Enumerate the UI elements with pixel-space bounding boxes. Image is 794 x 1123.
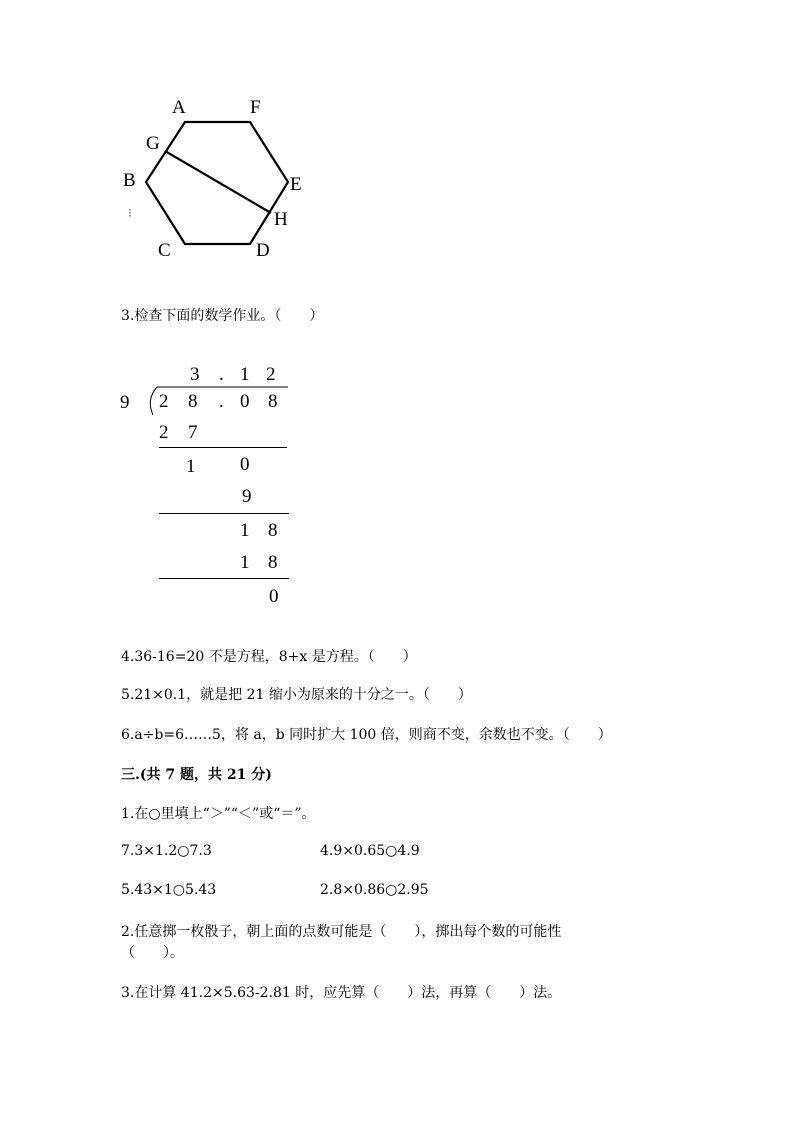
step-digit: 0 [240,454,250,475]
division-rule [159,513,289,514]
step-digit: 9 [242,486,252,507]
comparison-item: 4.9×0.65○4.9 [320,843,420,859]
quotient-point: . [219,364,224,385]
step-digit: 8 [268,520,278,541]
hexagon-diagram [0,0,340,280]
vertex-label-b: B [123,170,136,191]
dividend-digit: 2 [159,391,169,412]
section3-question-1: 1.在○里填上“＞”“＜”或“＝”。 [121,806,316,822]
vertex-label-d: D [256,240,270,261]
quotient-digit: 3 [190,364,200,385]
vertex-label-c: C [158,240,171,261]
section-heading: 三.(共 7 题，共 21 分) [121,767,272,783]
step-digit: 8 [268,552,278,573]
section3-question-2: 2.任意掷一枚骰子，朝上面的点数可能是（ ），掷出每个数的可能性 [121,924,562,940]
quotient-digit: 2 [266,364,276,385]
question-3: 3.检查下面的数学作业。（ ） [121,308,324,324]
step-digit: 1 [186,456,196,477]
question-4: 4.36-16=20 不是方程，8+x 是方程。（ ） [121,649,417,665]
dividend-point: . [219,391,224,412]
step-digit: 7 [188,422,198,443]
quotient-digit: 1 [240,364,250,385]
divisor: 9 [120,392,130,413]
vertex-label-a: A [172,97,186,118]
comparison-item: 2.8×0.86○2.95 [320,882,429,898]
question-5: 5.21×0.1，就是把 21 缩小为原来的十分之一。（ ） [121,687,472,703]
division-rule [159,447,287,448]
stray-mark: ⁝ [128,206,132,220]
division-rule [159,578,289,579]
section3-question-3: 3.在计算 41.2×5.63-2.81 时，应先算（ ）法，再算（ ）法。 [121,985,562,1001]
segment-gh [165,151,271,213]
comparison-item: 7.3×1.2○7.3 [121,843,212,859]
question-6: 6.a÷b=6……5，将 a，b 同时扩大 100 倍，则商不变，余数也不变。（ ） [121,727,612,743]
dividend-digit: 8 [188,391,198,412]
dividend-digit: 0 [240,391,250,412]
vertex-label-f: F [250,97,261,118]
comparison-item: 5.43×1○5.43 [121,882,217,898]
section3-question-2-cont: （ ）。 [121,945,184,961]
vertex-label-e: E [290,174,302,195]
step-digit: 1 [240,552,250,573]
step-digit: 2 [159,422,169,443]
point-label-g: G [146,133,160,154]
step-digit: 1 [240,520,250,541]
final-remainder: 0 [269,586,279,607]
dividend-digit: 8 [268,391,278,412]
point-label-h: H [274,209,288,230]
hexagon-shape [146,122,288,244]
